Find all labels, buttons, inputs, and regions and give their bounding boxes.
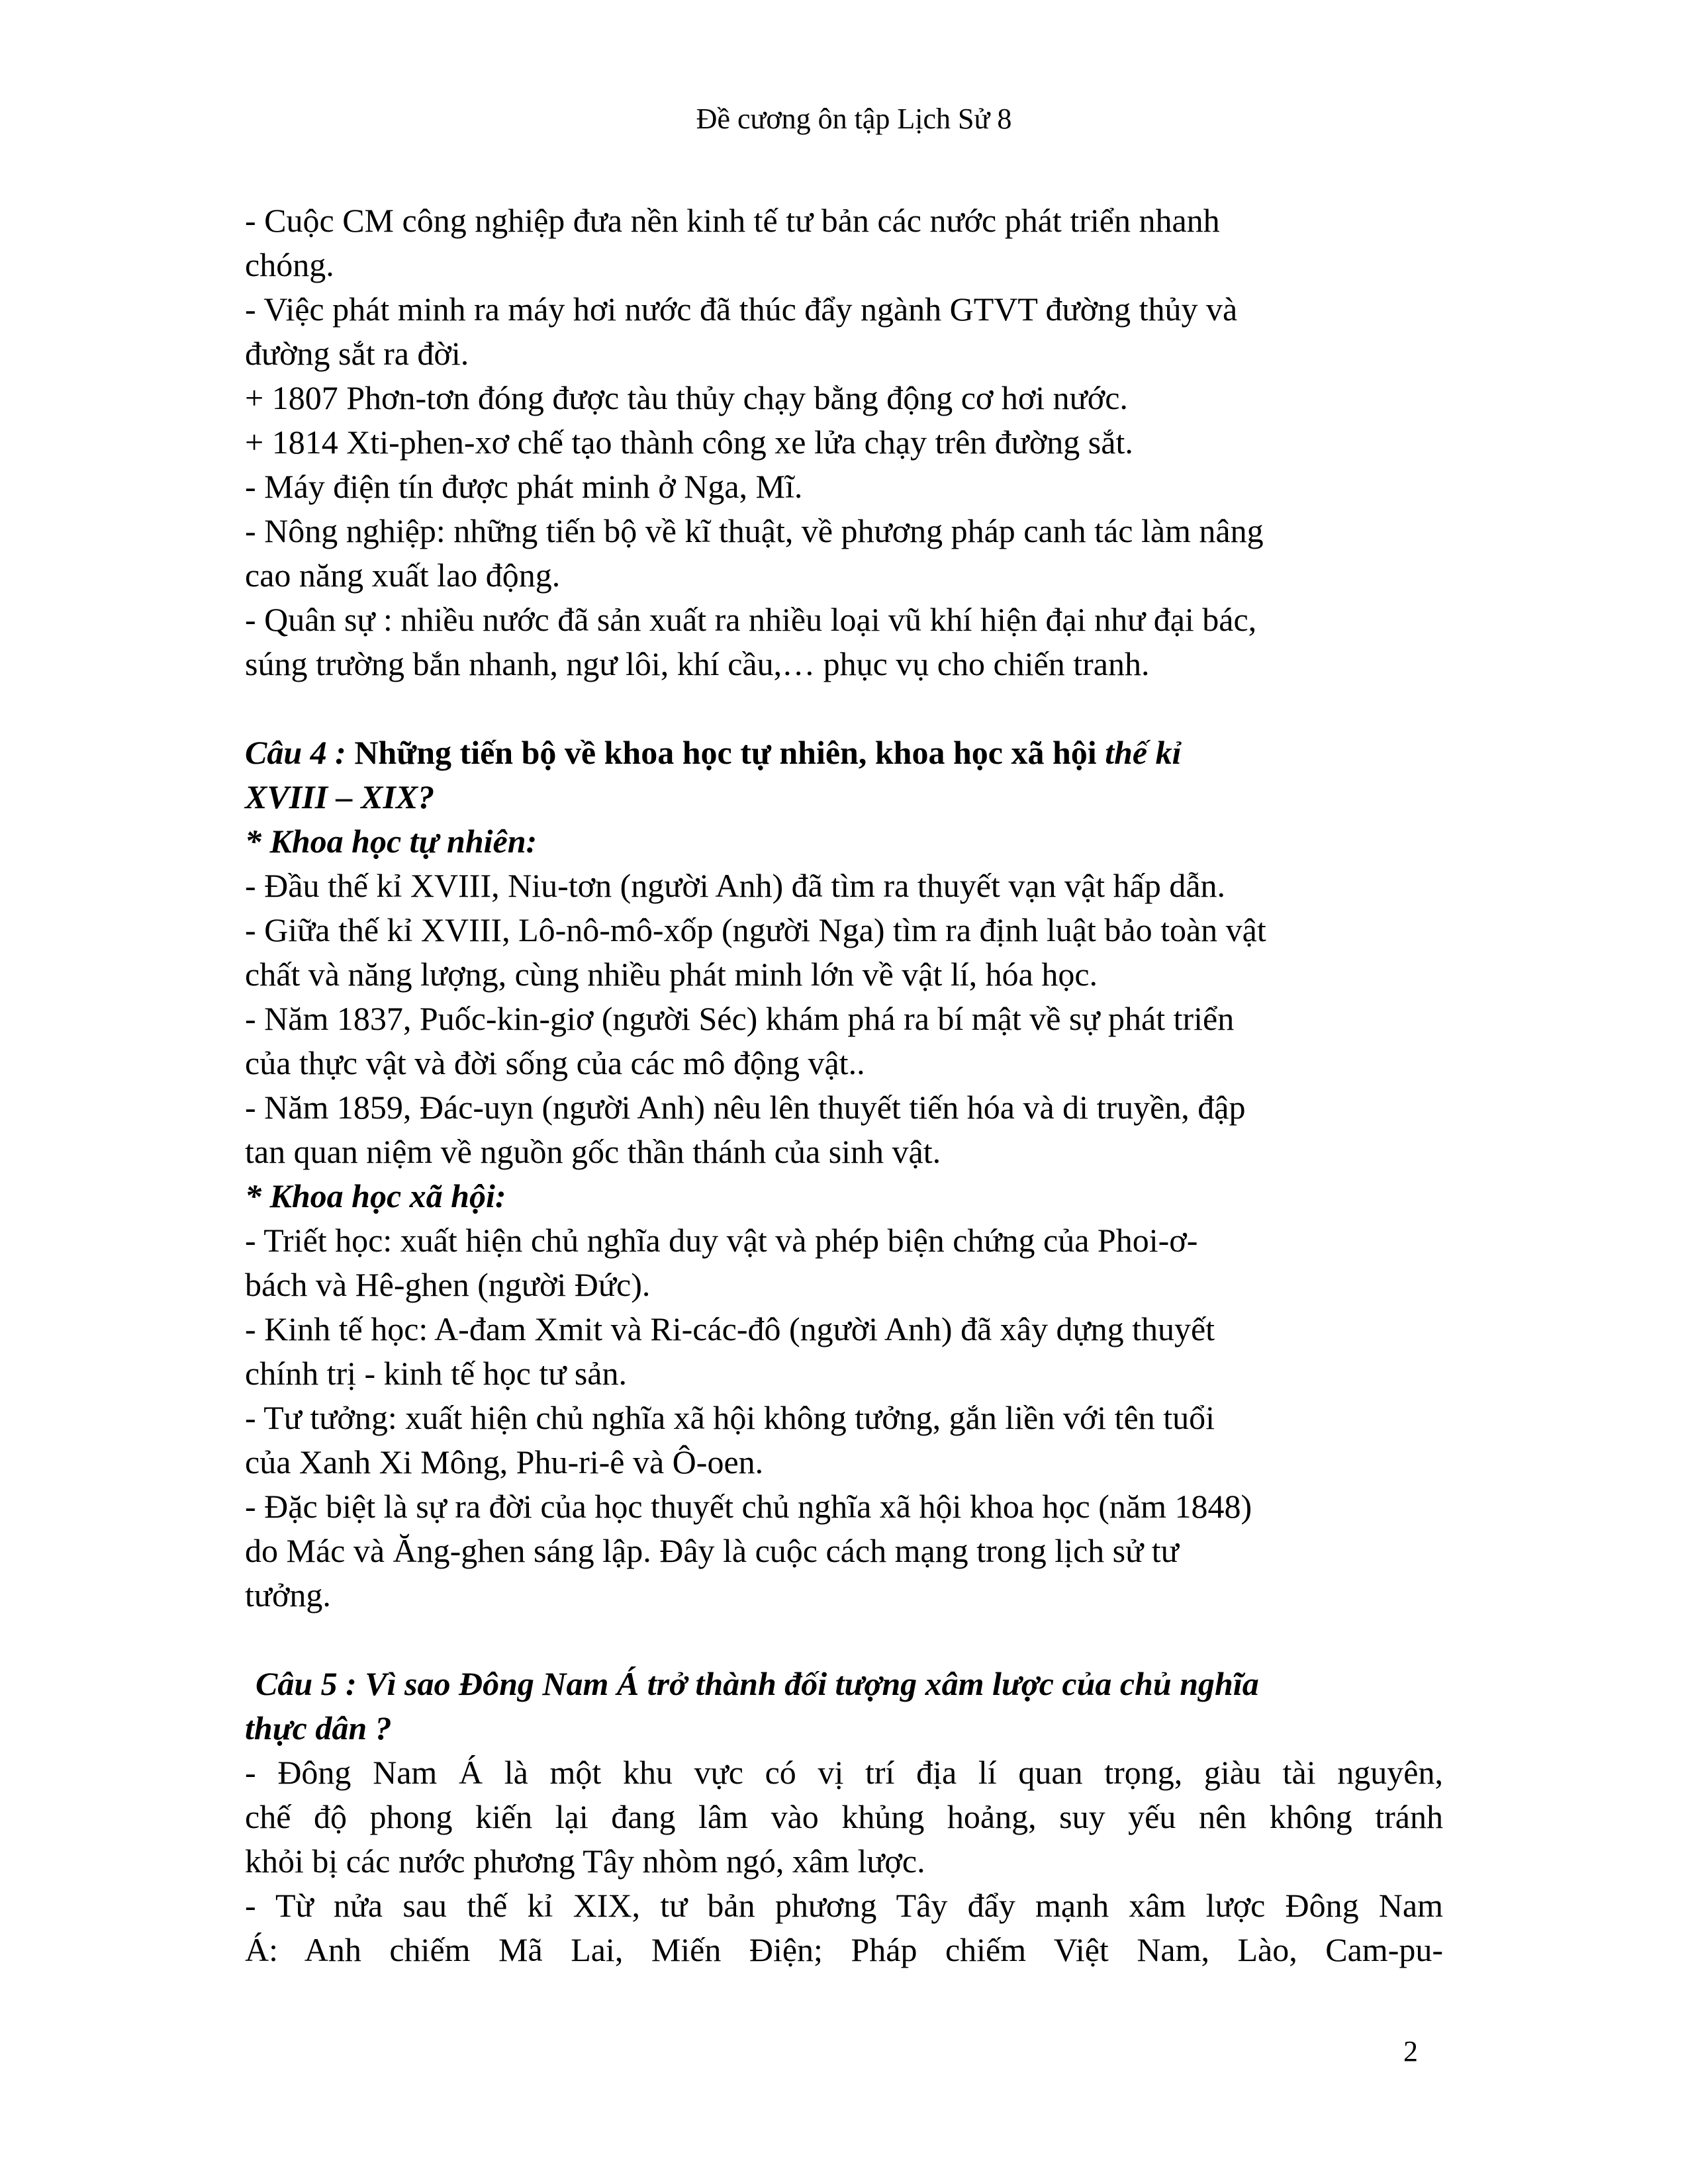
text-line: chế độ phong kiến lại đang lâm vào khủng hoảng, suy yếu nên không tránh (245, 1798, 1443, 1835)
text-line: - Đặc biệt là sự ra đời của học thuyết chủ nghĩa xã hội khoa học (năm 1848) (245, 1488, 1252, 1525)
text-line: - Đông Nam Á là một khu vực có vị trí địa lí quan trọng, giàu tài nguyên, (245, 1754, 1443, 1791)
text-line: - Kinh tế học: A-đam Xmit và Ri-các-đô (người Anh) đã xây dựng thuyết (245, 1310, 1215, 1347)
question-5-heading (245, 1662, 1443, 1706)
text-line: - Việc phát minh ra máy hơi nước đã thúc đẩy ngành GTVT đường thủy và (245, 291, 1238, 328)
question-4-title-italic: thế kỉ (1105, 734, 1182, 771)
text-line: do Mác và Ăng-ghen sáng lập. Đây là cuộc cách mạng trong lịch sử tư (245, 1532, 1179, 1569)
text-line: - Đầu thế kỉ XVIII, Niu-tơn (người Anh) đã tìm ra thuyết vạn vật hấp dẫn. (245, 867, 1226, 904)
text-line: - Tư tưởng: xuất hiện chủ nghĩa xã hội không tưởng, gắn liền với tên tuổi (245, 1399, 1215, 1436)
text-line: - Năm 1837, Puốc-kin-giơ (người Séc) khám phá ra bí mật về sự phát triển (245, 1000, 1235, 1037)
text-line: của Xanh Xi Mông, Phu-ri-ê và Ô-oen. (245, 1443, 764, 1480)
document-body (245, 199, 1443, 1972)
text-line: cao năng xuất lao động. (245, 557, 561, 594)
text-line: bách và Hê-ghen (người Đức). (245, 1266, 651, 1303)
text-line: - Triết học: xuất hiện chủ nghĩa duy vật và phép biện chứng của Phoi-ơ- (245, 1222, 1198, 1259)
text-line: chất và năng lượng, cùng nhiều phát minh lớn về vật lí, hóa học. (245, 956, 1098, 993)
text-line: Á: Anh chiếm Mã Lai, Miến Điện; Pháp chiếm Việt Nam, Lào, Cam-pu- (245, 1931, 1443, 1968)
text-line: - Năm 1859, Đác-uyn (người Anh) nêu lên thuyết tiến hóa và di truyền, đập (245, 1089, 1246, 1126)
text-line: - Cuộc CM công nghiệp đưa nền kinh tế tư bản các nước phát triển nhanh (245, 202, 1220, 239)
text-line: tan quan niệm về nguồn gốc thần thánh của sinh vật. (245, 1133, 941, 1170)
natural-science-heading: * Khoa học tự nhiên: (245, 823, 538, 860)
text-line: tưởng. (245, 1576, 331, 1614)
question-5-title-line2: thực dân ? (245, 1709, 392, 1747)
text-line: - Nông nghiệp: những tiến bộ về kĩ thuật, về phương pháp canh tác làm nâng (245, 512, 1264, 549)
question-5-heading-line2 (245, 1706, 1443, 1751)
question-4-heading-line2 (245, 775, 1443, 819)
text-line: súng trường bắn nhanh, ngư lôi, khí cầu,… phục vụ cho chiến tranh. (245, 645, 1150, 682)
paragraph-gap (245, 1617, 1443, 1662)
question-4-title: Những tiến bộ về khoa học tự nhiên, khoa học xã hội (354, 734, 1105, 771)
text-line: chóng. (245, 246, 334, 283)
text-line: của thực vật và đời sống của các mô động vật.. (245, 1044, 865, 1081)
text-line: - Quân sự : nhiều nước đã sản xuất ra nhiều loại vũ khí hiện đại như đại bác, (245, 601, 1257, 638)
text-line: + 1814 Xti-phen-xơ chế tạo thành công xe lửa chạy trên đường sắt. (245, 424, 1133, 461)
page-number: 2 (1403, 2035, 1418, 2068)
text-line: khỏi bị các nước phương Tây nhòm ngó, xâm lược. (245, 1843, 925, 1880)
question-4-title-line2: XVIII – XIX? (245, 778, 435, 815)
question-4-label: Câu 4 : (245, 734, 355, 771)
page-header: Đề cương ôn tập Lịch Sử 8 (696, 103, 1012, 135)
text-line: - Từ nửa sau thế kỉ XIX, tư bản phương Tây đẩy mạnh xâm lược Đông Nam (245, 1887, 1443, 1924)
question-4-heading (245, 731, 1443, 775)
question-5-title: Câu 5 : Vì sao Đông Nam Á trở thành đối tượng xâm lược của chủ nghĩa (256, 1665, 1259, 1702)
paragraph-gap (245, 686, 1443, 731)
text-line: đường sắt ra đời. (245, 335, 469, 372)
social-science-heading: * Khoa học xã hội: (245, 1177, 506, 1214)
text-line: + 1807 Phơn-tơn đóng được tàu thủy chạy bằng động cơ hơi nước. (245, 379, 1128, 416)
text-line: - Giữa thế kỉ XVIII, Lô-nô-mô-xốp (người Nga) tìm ra định luật bảo toàn vật (245, 911, 1266, 948)
text-line: chính trị - kinh tế học tư sản. (245, 1355, 627, 1392)
text-line: - Máy điện tín được phát minh ở Nga, Mĩ. (245, 468, 803, 505)
